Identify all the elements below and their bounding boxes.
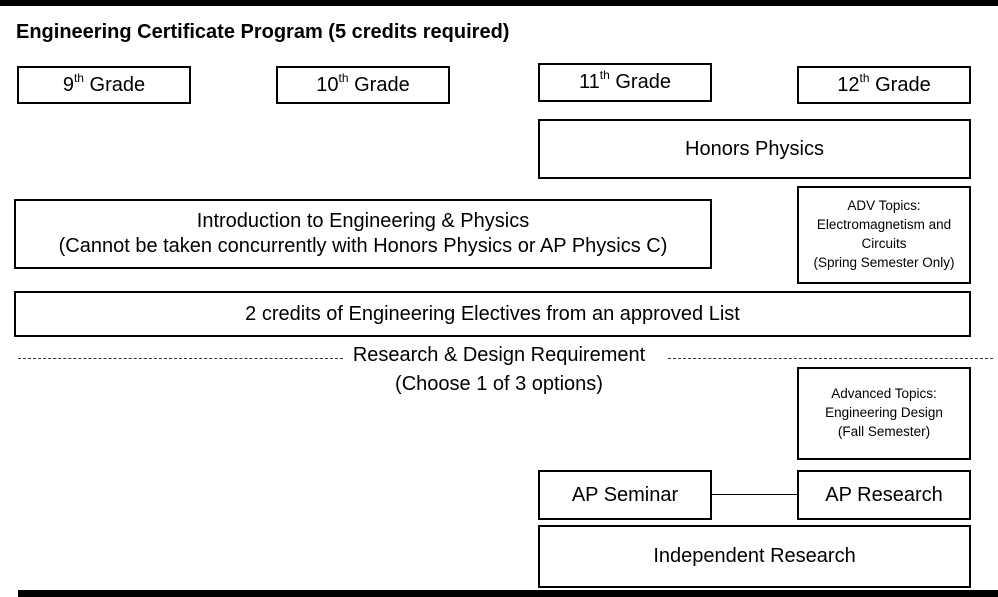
- ap-seminar-box: [538, 470, 712, 520]
- adv-em-line-1: ADV Topics:: [847, 198, 921, 214]
- grade-11-header: [538, 63, 712, 102]
- honors-physics-label: Honors Physics: [685, 137, 824, 160]
- grade-10-num: 10: [316, 73, 339, 96]
- grade-12-header: [797, 66, 971, 104]
- grade-9-header: [17, 66, 191, 104]
- adv-em-line-2: Electromagnetism and: [816, 217, 952, 233]
- research-heading: Research & Design Requirement: [352, 344, 646, 366]
- adv-em-line-4: (Spring Semester Only): [813, 254, 955, 270]
- grade-9-suffix: th: [73, 70, 84, 85]
- research-subheading: (Choose 1 of 3 options): [395, 373, 603, 395]
- independent-research-box: [538, 525, 971, 588]
- honors-physics-box: [538, 119, 971, 179]
- ap-seminar-label: AP Seminar: [571, 483, 679, 506]
- adv-design-line-1: Advanced Topics:: [831, 386, 937, 402]
- independent-research-label: Independent Research: [653, 545, 856, 567]
- intro-engineering-note: (Cannot be taken concurrently with Honors Physics or AP Physics C): [58, 235, 668, 257]
- grade-11-num: 11: [579, 71, 600, 93]
- electives-box: [14, 291, 971, 337]
- ap-research-box: [797, 470, 971, 520]
- grade-9-num: 9: [62, 73, 74, 96]
- page-title: Engineering Certificate Program (5 credits required): [16, 21, 510, 43]
- top-rule: [0, 0, 998, 6]
- seminar-research-connector: [711, 494, 798, 495]
- adv-topics-em-box: [797, 186, 971, 284]
- adv-design-line-2: Engineering Design: [825, 405, 943, 421]
- grade-12-suffix: th: [859, 70, 870, 85]
- bottom-rule: [18, 590, 998, 597]
- grade-11-suffix: th: [599, 68, 610, 83]
- grade-9-word: Grade: [89, 73, 146, 96]
- ap-research-label: AP Research: [825, 483, 943, 506]
- adv-em-line-3: Circuits: [861, 236, 907, 251]
- intro-engineering-title: Introduction to Engineering & Physics: [196, 210, 530, 232]
- grade-10-word: Grade: [354, 73, 410, 96]
- grade-10-suffix: th: [338, 70, 349, 85]
- grade-11-word: Grade: [615, 71, 671, 93]
- grade-10-header: [276, 66, 450, 104]
- grade-12-word: Grade: [875, 73, 931, 96]
- electives-label: 2 credits of Engineering Electives from an approved List: [245, 302, 740, 325]
- adv-design-line-3: (Fall Semester): [837, 423, 931, 439]
- intro-engineering-box: [14, 199, 712, 269]
- grade-12-num: 12: [837, 73, 860, 96]
- adv-topics-design-box: [797, 367, 971, 460]
